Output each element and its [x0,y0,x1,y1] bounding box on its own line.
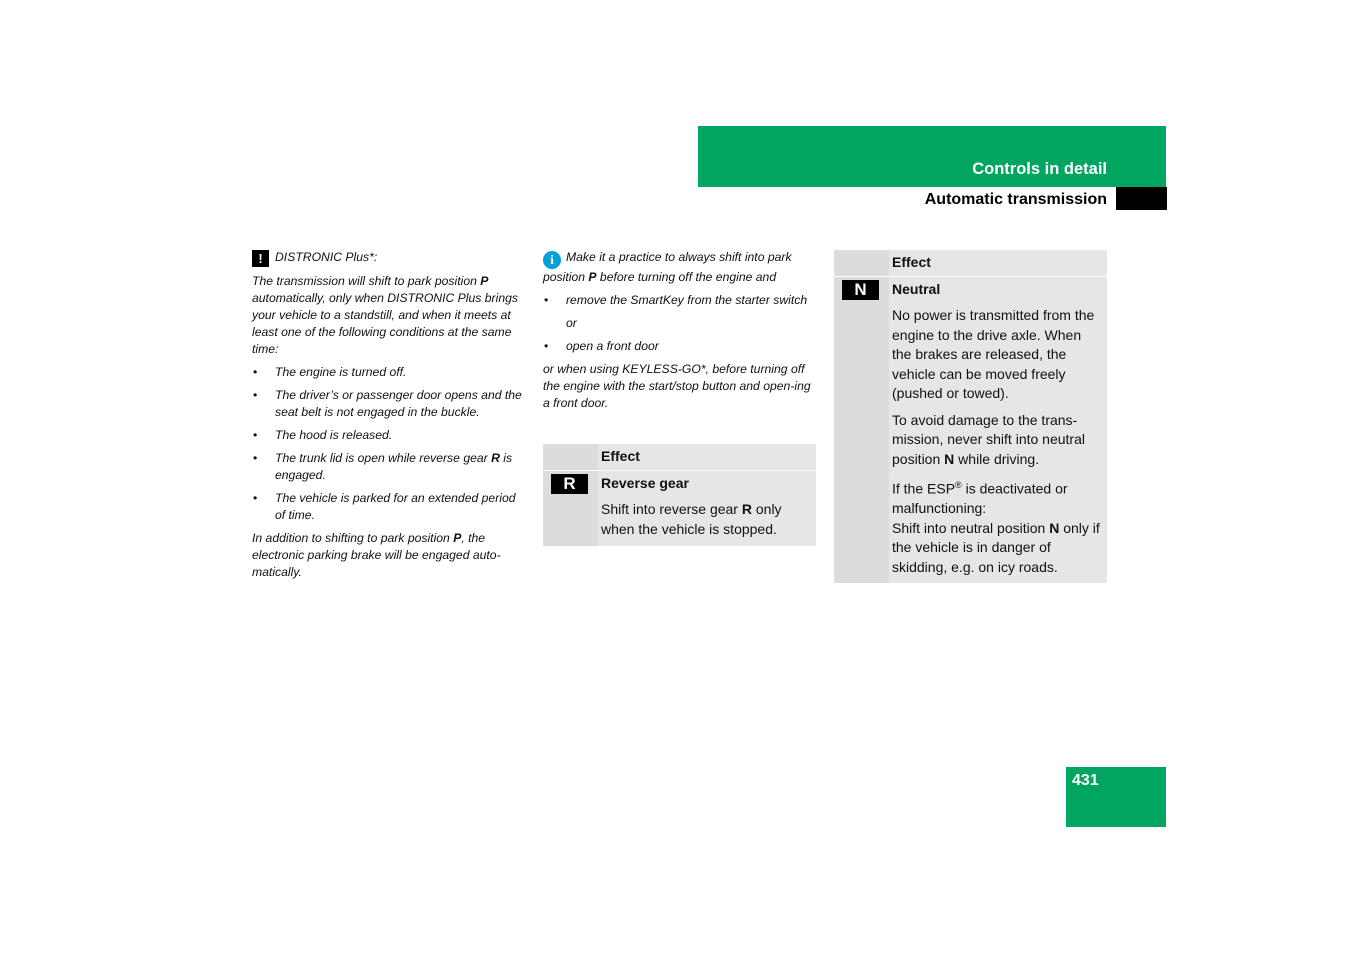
info-note: i Make it a practice to always shift into park position P before turning off the engine and [543,250,792,284]
list-item: • The hood is released. [252,427,524,444]
warning-icon: ! [252,250,269,267]
table-header: Effect [598,444,816,470]
conditions-list [252,364,524,524]
gear-name: Reverse gear [601,474,689,491]
info-closing: or when using KEYLESS-GO*, before turning off the engine with the start/stop button and open-ing a front door. [543,362,811,410]
table-header: Effect [889,250,1107,276]
list-item: • The trunk lid is open while reverse gear R is engaged. [252,450,524,484]
warning-heading [252,249,524,267]
reverse-gear-table [543,444,816,546]
list-item: • remove the SmartKey from the starter switch [543,292,817,309]
warning-outro: In addition to shifting to park position P, the electronic parking brake will be engaged auto-matically. [252,531,501,579]
info-icon: i [543,251,561,269]
page-number: 431 [1072,772,1099,789]
gear-warning: To avoid damage to the trans-mission, never shift into neutral position N while driving. [892,411,1085,467]
warning-intro: The transmission will shift to park position P automatically, only when DISTRONIC Plus brings your vehicle to a standstill, and when it meets at least one of the following conditions at the same time: [252,274,518,356]
list-item: • open a front door [543,338,817,355]
gear-key-r: R [551,474,588,494]
gear-description: No power is transmitted from the engine to the drive axle. When the brakes are released, the vehicle can be moved freely (pushed or towed). [892,307,1095,401]
or-text: or [566,316,577,330]
gear-name: Neutral [892,280,941,297]
gear-key-n: N [842,280,879,300]
gear-description: Shift into reverse gear R only when the vehicle is stopped. [601,501,782,537]
info-list [543,292,817,309]
list-item: • The engine is turned off. [252,364,524,381]
subsection-title: Automatic transmission [924,191,1107,208]
list-item: • The driver’s or passenger door opens and the seat belt is not engaged in the buckle. [252,387,524,421]
warning-title: DISTRONIC Plus*: [275,250,378,264]
header-marker-tab [1116,187,1167,210]
info-list [543,338,817,355]
neutral-gear-table [834,250,1107,583]
esp-note: If the ESP® is deactivated or malfunctioning: Shift into neutral position N only if the vehicle is in danger of skidding, e.g. on icy roads. [892,480,1100,575]
info-column [543,249,817,418]
distronic-warning-column [252,249,524,587]
list-item: • The vehicle is parked for an extended period of time. [252,490,524,524]
section-title: Controls in detail [972,160,1107,178]
